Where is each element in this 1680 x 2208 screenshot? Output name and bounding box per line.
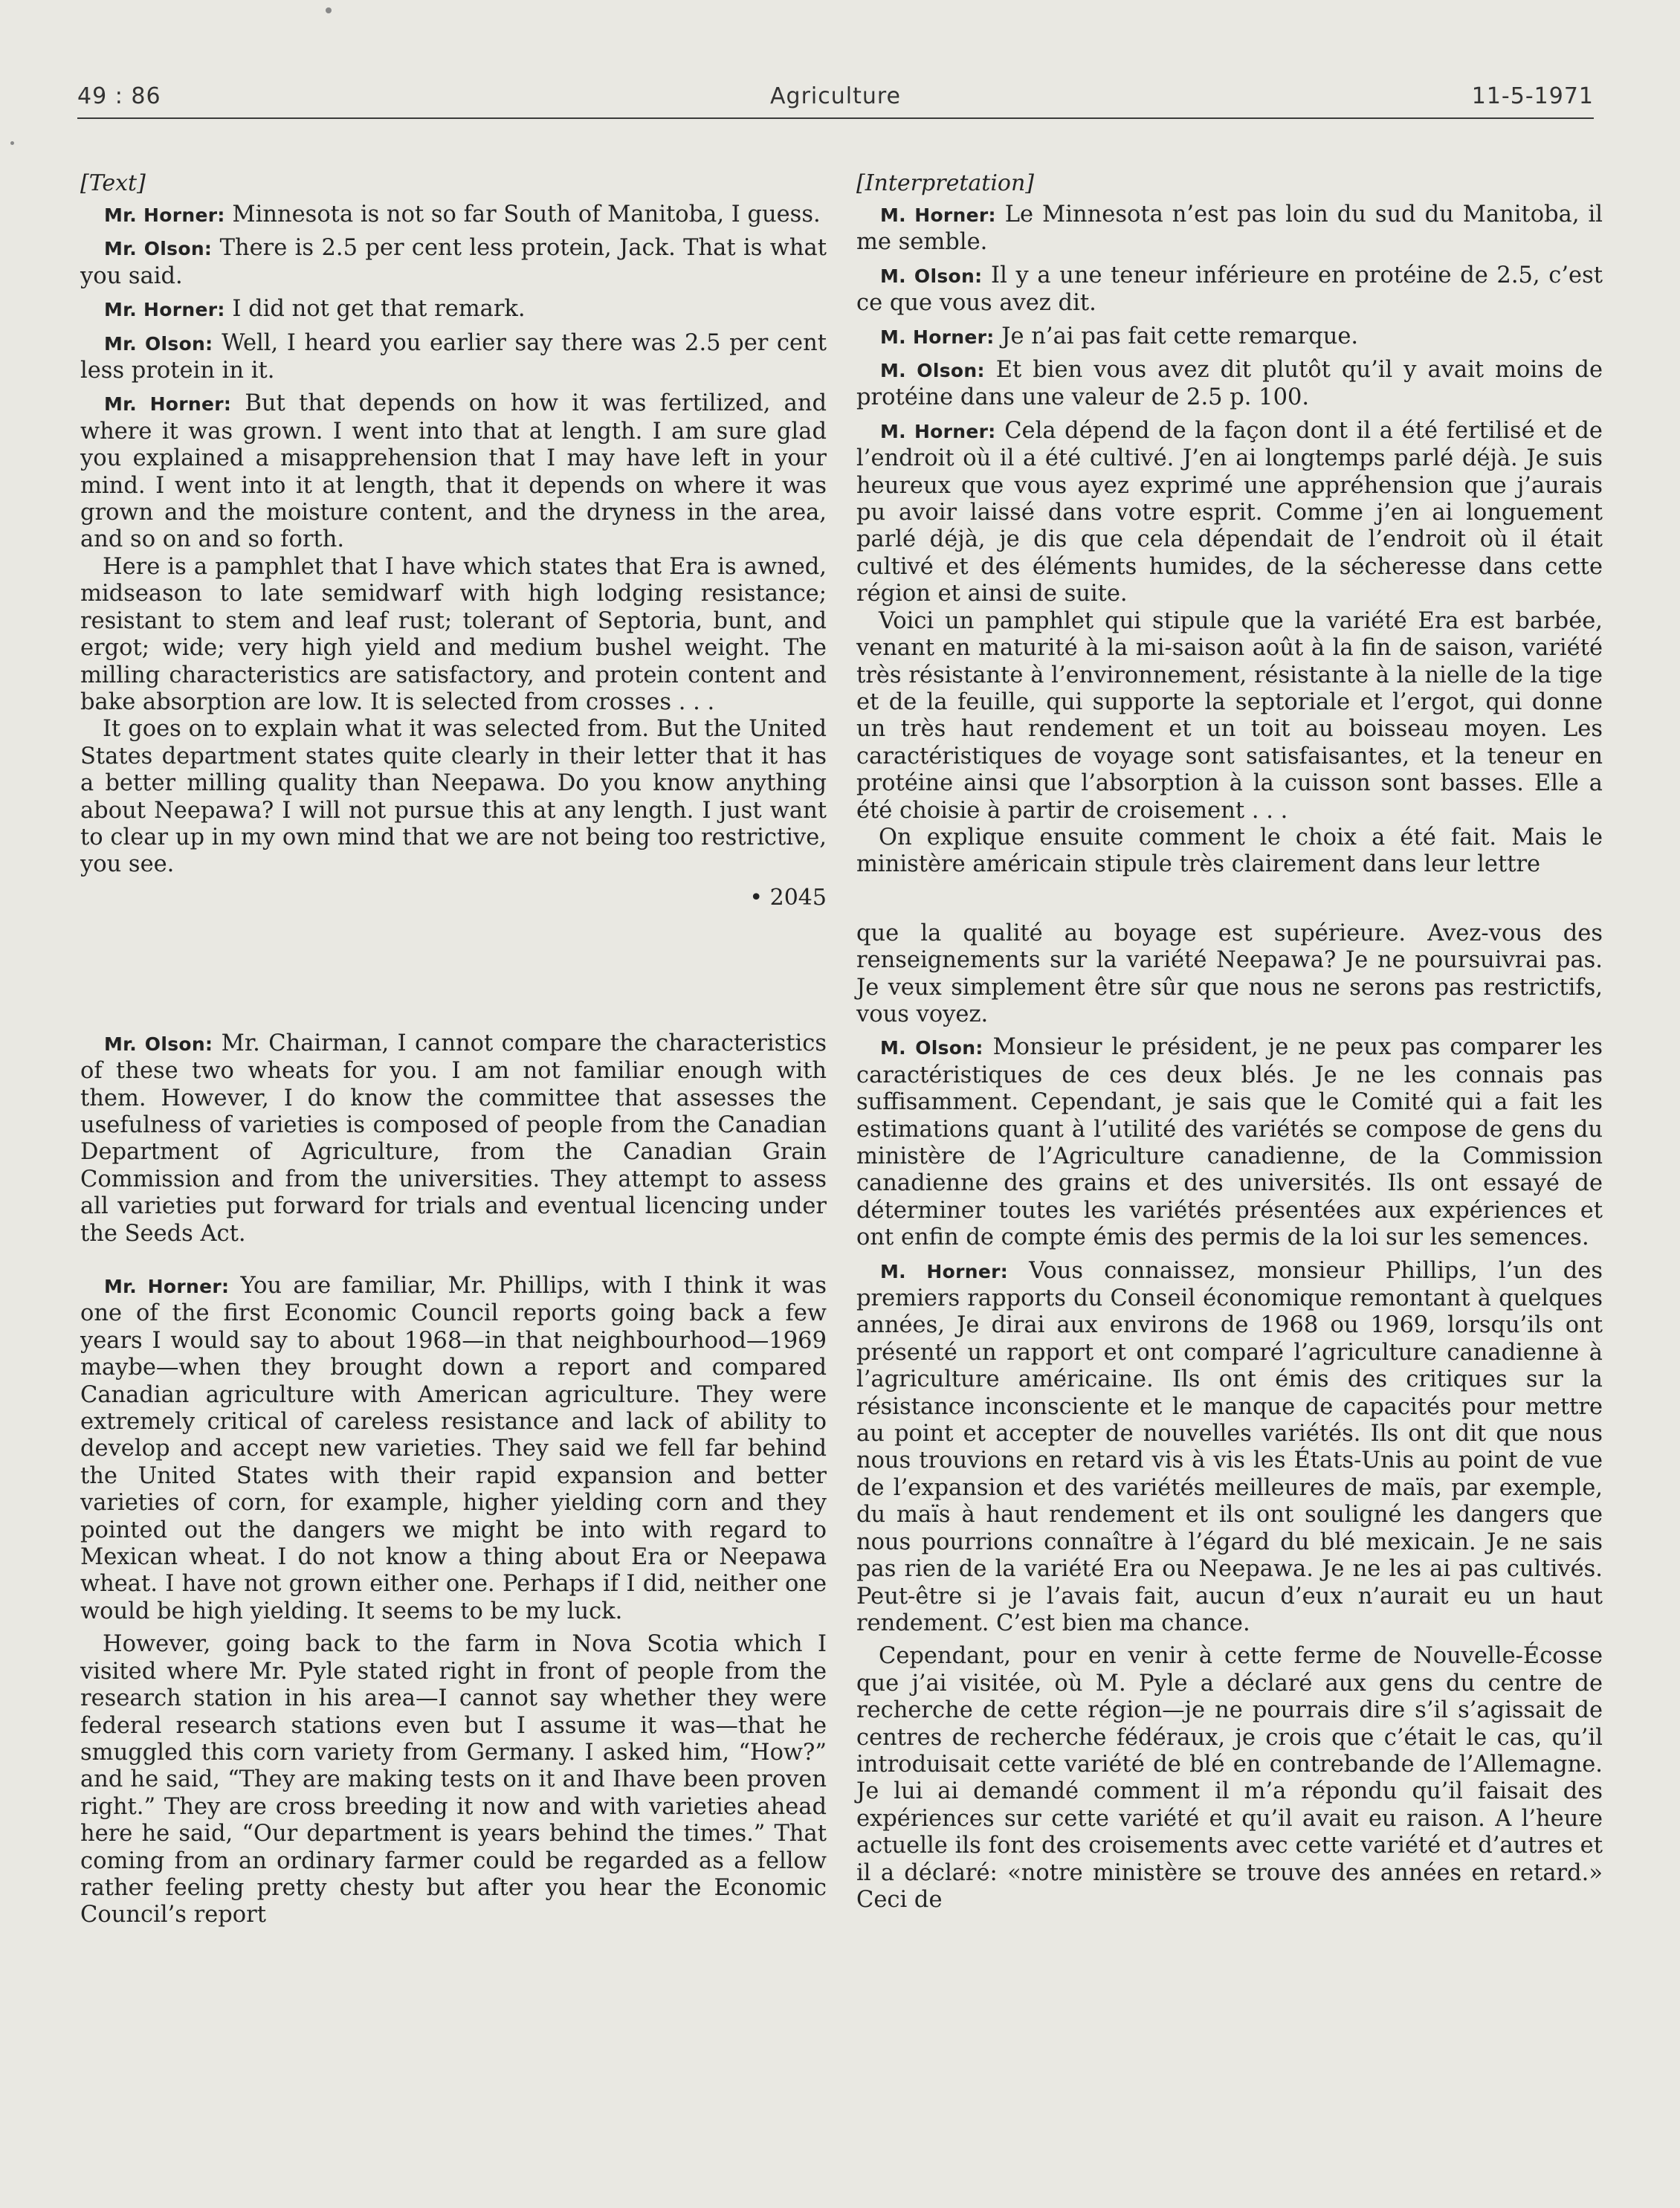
transcript-paragraph xyxy=(856,357,1603,412)
left-column xyxy=(80,170,827,1935)
transcript-paragraph xyxy=(80,296,827,323)
transcript-paragraph xyxy=(856,262,1603,317)
speaker-label: M. Horner: xyxy=(880,1260,1009,1282)
speaker-label: Mr. Horner: xyxy=(104,1276,230,1297)
paragraph-text: Mr. Chairman, I cannot compare the characteristics of these two wheats for you. I am not familiar enough with them. However, I do know the committee that assesses the usefulness of varieties is composed of people from the Canadian Department of Agriculture, from the Canadian Grain Commission and from the universities. They attempt to assess all varieties put forward for trials and eventual licencing under the Seeds Act. xyxy=(80,1030,827,1247)
timestamp-marker: • 2045 xyxy=(749,884,827,911)
paper-speck xyxy=(10,141,14,145)
transcript-paragraph xyxy=(856,920,1603,1029)
paragraph-text: However, going back to the farm in Nova Scotia which I visited where Mr. Pyle stated right in front of people from the research station in his area—I cannot say whether they were federal research stations even but I assume it was—that he smuggled this corn variety from Germany. I asked him, “How?” and he said, “They are making tests on it and Ihave been proven right.” They are cross breeding it now and with varieties ahead here he said, “Our department is years behind the times.” That coming from an ordinary farmer could be regarded as a fellow rather feeling pretty chesty but after you hear the Economic Council’s report xyxy=(80,1631,827,1928)
transcript-paragraph xyxy=(856,1258,1603,1638)
paragraph-text: But that depends on how it was fertilized, and where it was grown. I went into that at length. I am sure glad you explained a misapprehension that I may have left in your mind. I went into it at length, that it depends on where it was grown and the moisture content, and the dryness in the area, and so on and so forth. xyxy=(80,390,827,553)
transcript-paragraph xyxy=(80,554,827,716)
transcript-paragraph xyxy=(856,418,1603,608)
transcript-paragraph xyxy=(80,1030,827,1247)
paragraph-text: Le Minnesota n’est pas loin du sud du Manitoba, il me semble. xyxy=(856,201,1603,256)
transcript-paragraph xyxy=(856,201,1603,256)
paragraph-text: Il y a une teneur inférieure en protéine de 2.5, c’est ce que vous avez dit. xyxy=(856,262,1603,317)
paragraph-text: Je n’ai pas fait cette remarque. xyxy=(994,323,1359,349)
speaker-label: M. Horner: xyxy=(880,204,996,226)
speaker-label: M. Olson: xyxy=(880,1037,983,1059)
speaker-label: Mr. Olson: xyxy=(104,238,213,260)
transcript-paragraph xyxy=(856,608,1603,824)
paragraph-text: On explique ensuite comment le choix a été fait. Mais le ministère américain stipule très clairement dans leur lettre xyxy=(856,824,1603,878)
paragraph-text: Voici un pamphlet qui stipule que la variété Era est barbée, venant en maturité à la mi-saison août à la fin de saison, variété très résistante à l’environnement, résistante à la nielle de la tige et de la feuille, qui supporte la septoriale et l’ergot, qui donne un très haut rendement et un toit au boisseau moyen. Les caractéristiques de voyage sont satisfaisantes, et la teneur en protéine ainsi que l’absorption à la cuisson sont basses. Elle a été choisie à partir de croisement . . . xyxy=(856,607,1603,824)
transcript-paragraph xyxy=(856,323,1603,351)
speaker-label: M. Horner: xyxy=(880,420,996,442)
right-column xyxy=(856,170,1603,1920)
page-date: 11-5-1971 xyxy=(1471,83,1594,109)
transcript-paragraph xyxy=(80,1631,827,1928)
page-number: 49 : 86 xyxy=(77,83,161,109)
paragraph-text: There is 2.5 per cent less protein, Jack. That is what you said. xyxy=(80,235,827,289)
speaker-label: Mr. Olson: xyxy=(104,332,213,355)
paragraph-text: Well, I heard you earlier say there was 2.5 per cent less protein in it. xyxy=(80,329,827,384)
speaker-label: Mr. Horner: xyxy=(104,299,225,321)
transcript-paragraph xyxy=(80,330,827,385)
transcript-paragraph xyxy=(856,1643,1603,1914)
paragraph-text: Monsieur le président, je ne peux pas comparer les caractéristiques de ces deux blés. Je ne les connais pas suffisamment. Cependant, je sais que le Comité qui a fait les estimations quant à l’utilité des variétés se compose de gens du ministère de l’Agriculture canadienne, de la Commission canadienne des grains et des universités. Ils ont essayé de déterminer toutes les variétés présentées aux expériences et ont enfin de compte émis des permis de la loi sur les semences. xyxy=(856,1034,1603,1251)
paragraph-text: Cela dépend de la façon dont il a été fertilisé et de l’endroit où il a été cultivé. J’en ai longtemps parlé déjà. Je suis heureux que vous ayez exprimé une appréhension que j’aurais pu avoir laissé dans votre esprit. Comme j’en ai longuement parlé déjà, je dis que cela dépendait de l’endroit où il était cultivé et des éléments humides, de la sécheresse dans cette région et ainsi de suite. xyxy=(856,417,1603,607)
transcript-paragraph xyxy=(80,1273,827,1625)
speaker-label: Mr. Horner: xyxy=(104,393,232,416)
speaker-label: Mr. Horner: xyxy=(104,204,225,226)
paragraph-spacer xyxy=(80,1253,827,1273)
page-header xyxy=(77,82,1594,119)
paragraph-text: It goes on to explain what it was selected from. But the United States department states quite clearly in their letter that it has a better milling quality than Neepawa. Do you know anything about Neepawa? I will not pursue this at any length. I just want to clear up in my own mind that we are not being too restrictive, you see. xyxy=(80,716,827,878)
paragraph-text: I did not get that remark. xyxy=(224,296,526,323)
section-label-text: [Text] xyxy=(80,170,146,196)
transcript-paragraph xyxy=(856,1034,1603,1251)
transcript-paragraph xyxy=(80,201,827,229)
speaker-label: M. Horner: xyxy=(880,326,995,348)
paragraph-text: Vous connaissez, monsieur Phillips, l’un des premiers rapports du Conseil économique remontant à quelques années, Je dirai aux environs de 1968 ou 1969, lorsqu’ils ont présenté un rapport et ont comparé l’agriculture canadienne à l’agriculture américaine. Ils ont émis des critiques sur la résistance inconsciente et le manque de capacités pour mettre au point et accepter de nouvelles variétés. Ils ont dit que nous nous trouvions en retard vis à vis les États-Unis au point de vue de l’expansion et des variétés meilleures de maïs, par exemple, du maïs à haut rendement et ils ont souligné les dangers que nous pourrions connaître à l’égard du blé mexicain. Je ne sais pas rien de la variété Era ou Neepawa. Je ne les ai pas cultivés. Peut-être si je l’avais fait, aucun d’eux n’aurait eu un haut rendement. C’est bien ma chance. xyxy=(856,1257,1603,1636)
speaker-label: M. Olson: xyxy=(880,265,983,287)
paragraph-text: Cependant, pour en venir à cette ferme de Nouvelle-Écosse que j’ai visitée, où M. Pyle a déclaré aux gens du centre de recherche de cette région—je ne pourrais dire s’il s’agissait de centres de recherche fédéraux, je crois que c’était le cas, qu’il introduisait cette variété de blé en contrebande de l’Allemagne. Je lui ai demandé comment il m’a répondu qu’il faisait des expériences sur cette variété et qu’il avait eu raison. A l’heure actuelle ils font des croisements avec cette variété et d’autres et il a déclaré: «notre ministère se trouve des années en retard.» Ceci de xyxy=(856,1643,1603,1913)
transcript-paragraph xyxy=(856,824,1603,879)
column-gap xyxy=(80,911,827,1030)
speaker-label: M. Olson: xyxy=(880,360,985,382)
speaker-label: Mr. Olson: xyxy=(104,1033,213,1055)
transcript-paragraph xyxy=(80,235,827,290)
paragraph-text: que la qualité au boyage est supérieure. Avez-vous des renseignements sur la variété Neepawa? Je ne poursuivrai pas. Je veux simplement être sûr que nous ne serons pas restrictifs, vous voyez. xyxy=(856,920,1603,1027)
section-label-interpretation: [Interpretation] xyxy=(856,170,1035,196)
paper-speck xyxy=(326,7,332,13)
paragraph-text: Et bien vous avez dit plutôt qu’il y avait moins de protéine dans une valeur de 2.5 p. 100. xyxy=(856,357,1603,411)
paragraph-text: Minnesota is not so far South of Manitoba, I guess. xyxy=(224,201,821,227)
page-title: Agriculture xyxy=(770,83,901,109)
column-gap xyxy=(856,885,1603,920)
transcript-paragraph xyxy=(80,716,827,878)
paragraph-text: You are familiar, Mr. Phillips, with I think it was one of the first Economic Council reports going back a few years I would say to about 1968—in that neighbourhood—1969 maybe—when they brought down a report and compared Canadian agriculture with American agriculture. They were extremely critical of careless resistance and lack of ability to develop and accept new varieties. They said we fell far behind the United States with their rapid expansion and better varieties of corn, for example, higher yielding corn and they pointed out the dangers we might be into with regard to Mexican wheat. I do not know a thing about Era or Neepawa wheat. I have not grown either one. Perhaps if I did, neither one would be high yielding. It seems to be my luck. xyxy=(80,1273,827,1624)
transcript-paragraph xyxy=(80,390,827,553)
paragraph-text: Here is a pamphlet that I have which states that Era is awned, midseason to late semidwarf with high lodging resistance; resistant to stem and leaf rust; tolerant of Septoria, bunt, and ergot; wide; very high yield and medium bushel weight. The milling characteristics are satisfactory, and protein content and bake absorption are low. It is selected from crosses . . . xyxy=(80,553,827,715)
